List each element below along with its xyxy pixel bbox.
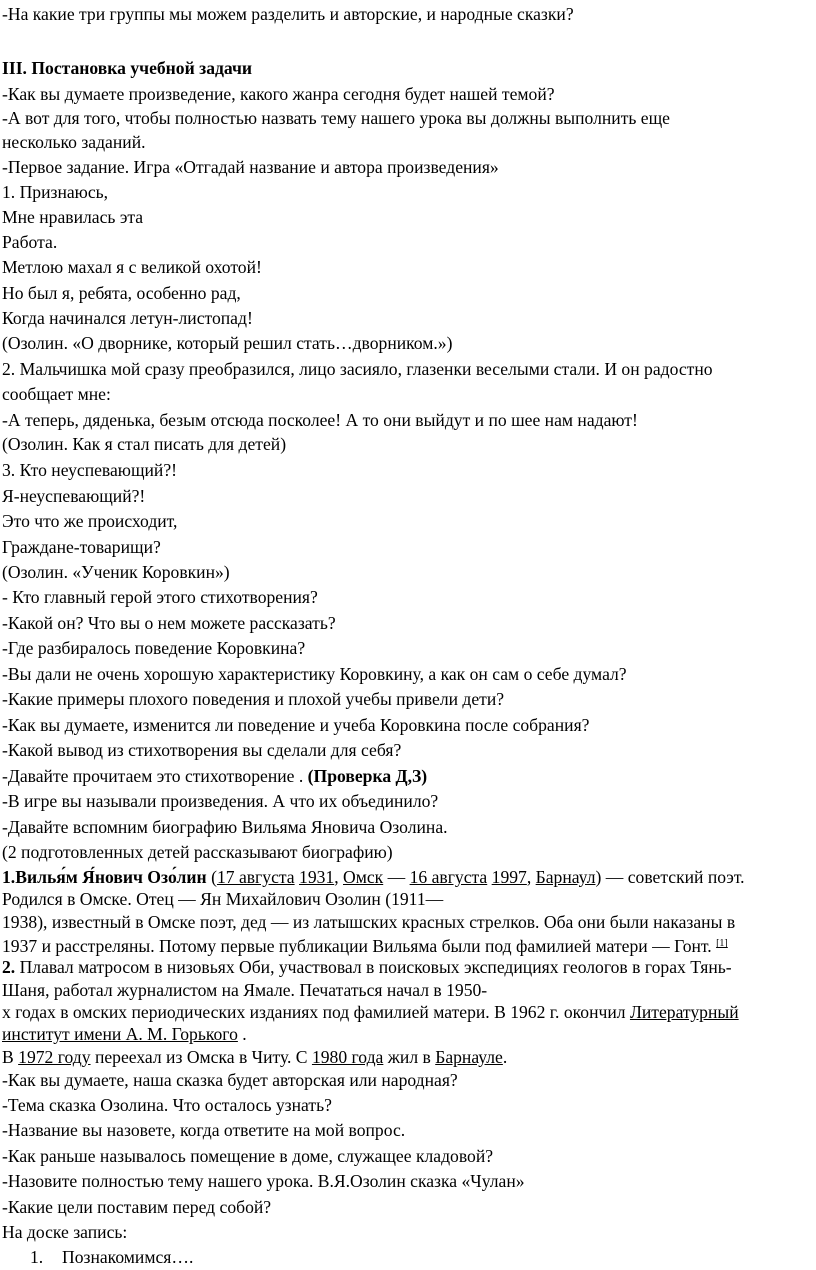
list-text: Познакомимся…. bbox=[62, 1247, 194, 1267]
link-death-day[interactable]: 16 августа bbox=[409, 867, 488, 887]
text: х годах в омских периодических изданиях под фамилией матери. В 1962 г. окончил bbox=[2, 1002, 630, 1022]
bio-number: 2. bbox=[2, 957, 16, 977]
text: -Давайте прочитаем это стихотворение . bbox=[2, 766, 308, 786]
link-literary-institute[interactable]: Литературный bbox=[629, 1002, 739, 1022]
text: 1937 и расстреляны. Потому первые публикации Вильяма были под фамилией матери — Гонт. bbox=[2, 936, 717, 956]
paragraph: -А теперь, дяденька, безым отсюда посколее! А то они выйдут и по шее нам надают! bbox=[2, 410, 638, 430]
paragraph: -Как вы думаете произведение, какого жанра сегодня будет нашей темой? bbox=[2, 84, 555, 104]
text: жил в bbox=[383, 1047, 436, 1067]
citation: (Озолин. «Ученик Коровкин») bbox=[2, 562, 230, 582]
bio-number: 1. bbox=[2, 867, 16, 887]
citation: (Озолин. Как я стал писать для детей) bbox=[2, 434, 287, 454]
question: -Как вы думаете, наша сказка будет авторская или народная? bbox=[2, 1070, 458, 1090]
link-birth-city[interactable]: Омск bbox=[343, 867, 384, 887]
paragraph: -А вот для того, чтобы полностью назвать тему нашего урока вы должны выполнить еще bbox=[2, 108, 670, 128]
bio-line-1 bbox=[2, 867, 745, 887]
bio-line: 1938), известный в Омске поэт, дед — из латышских красных стрелков. Оба они были наказаны в bbox=[2, 912, 736, 932]
paragraph: На доске запись: bbox=[2, 1222, 128, 1242]
text: , bbox=[526, 867, 536, 887]
poem-line: Это что же происходит, bbox=[2, 511, 178, 531]
question-groups: -На какие три группы мы можем разделить и авторские, и народные сказки? bbox=[2, 4, 574, 24]
text: В bbox=[2, 1047, 19, 1067]
footnote-link[interactable]: [1] bbox=[716, 938, 728, 949]
text: переехал из Омска в Читу. С bbox=[90, 1047, 312, 1067]
bio-line: Родился в Омске. Отец — Ян Михайлович Озолин (1911— bbox=[2, 889, 444, 909]
poem-line: Работа. bbox=[2, 232, 58, 252]
paragraph: 2. Мальчишка мой сразу преобразился, лицо засияло, глазенки веселыми стали. И он радостно bbox=[2, 359, 713, 379]
question: -Где разбиралось поведение Коровкина? bbox=[2, 638, 306, 658]
question: -Как раньше называлось помещение в доме, служащее кладовой? bbox=[2, 1146, 494, 1166]
paragraph: -Назовите полностью тему нашего урока. В.Я.Озолин сказка «Чулан» bbox=[2, 1171, 525, 1191]
paragraph bbox=[2, 766, 427, 786]
poem-line: 3. Кто неуспевающий?! bbox=[2, 460, 178, 480]
bio-line bbox=[2, 934, 728, 956]
paragraph: -Название вы назовете, когда ответите на мой вопрос. bbox=[2, 1120, 406, 1140]
question: -Вы дали не очень хорошую характеристику Коровкину, а как он сам о себе думал? bbox=[2, 664, 627, 684]
paragraph: сообщает мне: bbox=[2, 384, 111, 404]
poem-line: Граждане-товарищи? bbox=[2, 537, 161, 557]
link-year-1972[interactable]: 1972 году bbox=[18, 1047, 91, 1067]
poem-line: Метлою махал я с великой охотой! bbox=[2, 257, 262, 277]
poem-line: Я-неуспевающий?! bbox=[2, 486, 146, 506]
text: ) — советский поэт. bbox=[595, 867, 745, 887]
link-birth-day[interactable]: 17 августа bbox=[216, 867, 295, 887]
question: - Кто главный герой этого стихотворения? bbox=[2, 587, 318, 607]
paragraph: несколько заданий. bbox=[2, 132, 146, 152]
text: . bbox=[502, 1047, 508, 1067]
author-name: Вилья́м Я́нович Озо́лин bbox=[15, 867, 207, 887]
poem-line: 1. Признаюсь, bbox=[2, 182, 109, 202]
question: -В игре вы называли произведения. А что их объединило? bbox=[2, 791, 439, 811]
link-barnaul[interactable]: Барнауле bbox=[435, 1047, 503, 1067]
bold-text: (Проверка Д,З) bbox=[307, 766, 428, 786]
paragraph: -Давайте вспомним биографию Вильяма Яновича Озолина. bbox=[2, 817, 448, 837]
poem-line: Но был я, ребята, особенно рад, bbox=[2, 283, 241, 303]
bio-line bbox=[2, 1047, 507, 1067]
citation: (Озолин. «О дворнике, который решил стать…дворником.») bbox=[2, 333, 453, 353]
question: -Какой он? Что вы о нем можете рассказать? bbox=[2, 613, 336, 633]
link-year-1980[interactable]: 1980 года bbox=[311, 1047, 384, 1067]
text: ( bbox=[206, 867, 217, 887]
link-birth-year[interactable]: 1931 bbox=[299, 867, 335, 887]
bio-line bbox=[2, 1002, 739, 1022]
section-heading: III. Постановка учебной задачи bbox=[2, 58, 253, 78]
poem-line: Когда начинался летун-листопад! bbox=[2, 308, 253, 328]
text: , bbox=[334, 867, 343, 887]
text: — bbox=[383, 867, 410, 887]
paragraph: (2 подготовленных детей рассказывают биографию) bbox=[2, 842, 393, 862]
poem-line: Мне нравилась эта bbox=[2, 207, 144, 227]
question: -Какой вывод из стихотворения вы сделали для себя? bbox=[2, 740, 402, 760]
list-number: 1. bbox=[30, 1247, 44, 1267]
paragraph: -Первое задание. Игра «Отгадай название и автора произведения» bbox=[2, 157, 499, 177]
question: -Какие цели поставим перед собой? bbox=[2, 1197, 272, 1217]
bio-line: Шаня, работал журналистом на Ямале. Печататься начал в 1950- bbox=[2, 980, 488, 1000]
text: . bbox=[237, 1024, 247, 1044]
text: Плавал матросом в низовьях Оби, участвовал в поисковых экспедициях геологов в горах Тянь- bbox=[15, 957, 732, 977]
bio-line bbox=[2, 957, 732, 977]
link-death-city[interactable]: Барнаул bbox=[535, 867, 596, 887]
link-literary-institute[interactable]: институт имени А. М. Горького bbox=[2, 1024, 238, 1044]
question: -Тема сказка Озолина. Что осталось узнать? bbox=[2, 1095, 332, 1115]
question: -Какие примеры плохого поведения и плохой учебы привели дети? bbox=[2, 689, 505, 709]
bio-line bbox=[2, 1024, 247, 1044]
link-death-year[interactable]: 1997 bbox=[491, 867, 527, 887]
question: -Как вы думаете, изменится ли поведение и учеба Коровкина после собрания? bbox=[2, 715, 590, 735]
